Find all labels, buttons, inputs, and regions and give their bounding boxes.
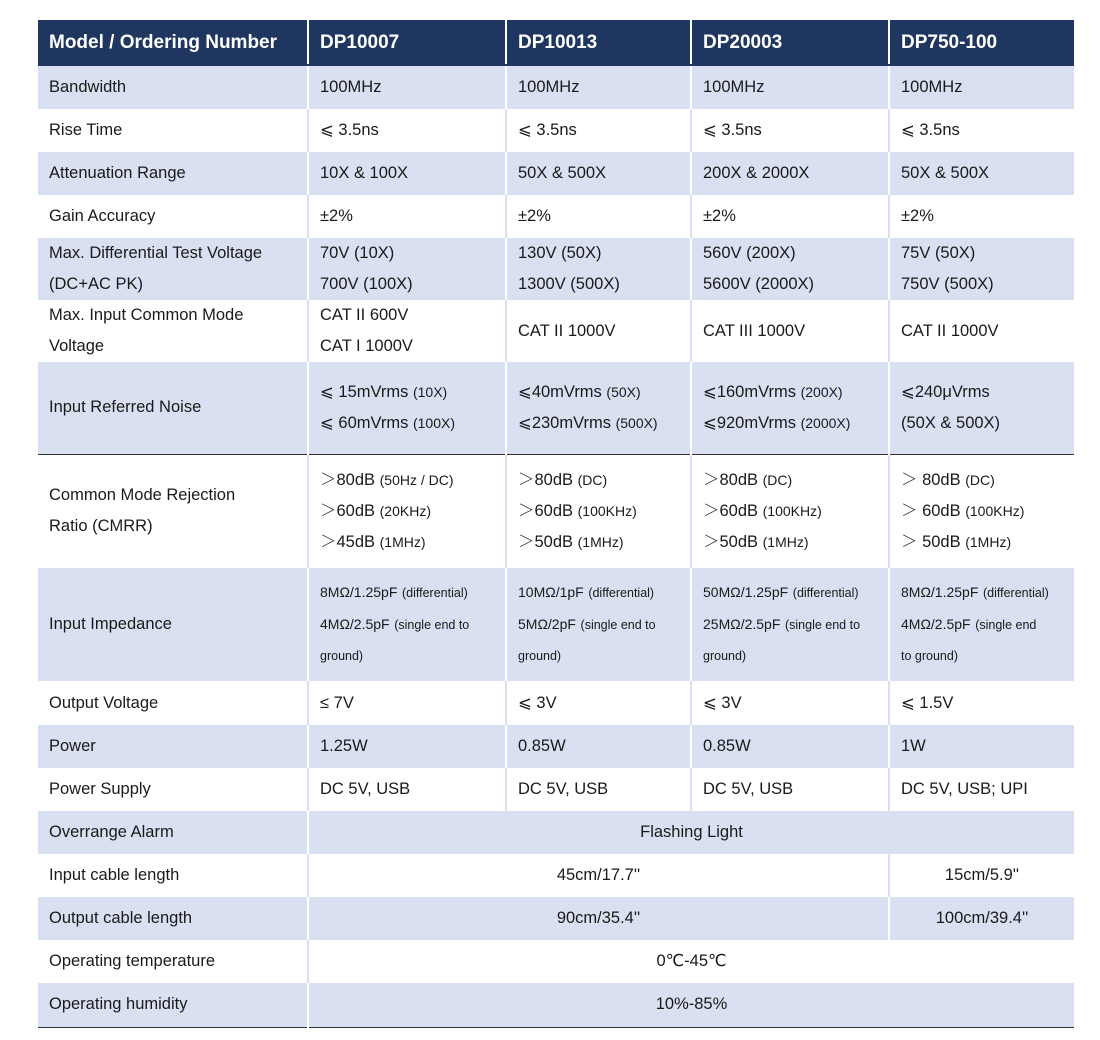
value-note: (single end to — [580, 618, 656, 632]
cell-value: ≤ 7V — [308, 681, 506, 725]
value-line — [901, 465, 1074, 496]
cell-value — [691, 568, 889, 681]
row-label: Power — [38, 725, 308, 768]
value-main: 8MΩ/1.25pF — [320, 584, 398, 600]
value-note: (500X) — [615, 414, 658, 431]
row-label: Power Supply — [38, 768, 308, 811]
cell-value: 0.85W — [506, 725, 691, 768]
cell-value: 200X & 2000X — [691, 152, 889, 195]
cell-value: 0℃-45℃ — [308, 940, 1074, 983]
row-label: Bandwidth — [38, 65, 308, 109]
cell-value: 100MHz — [308, 65, 506, 109]
value-main: ⩽ 15mVrms — [320, 382, 409, 401]
cell-value: CAT III 1000V — [691, 300, 889, 362]
header-label: Model / Ordering Number — [38, 20, 308, 65]
row-label — [38, 300, 308, 362]
value-line: 5600V (2000X) — [703, 275, 814, 293]
value-line — [703, 527, 888, 558]
cell-value: DC 5V, USB — [691, 768, 889, 811]
value-line: 70V (10X) — [320, 244, 395, 262]
cell-value — [889, 568, 1074, 681]
value-line — [320, 377, 505, 408]
cell-value: 100cm/39.4'' — [889, 897, 1074, 940]
model-dp10007: DP10007 — [308, 20, 506, 65]
value-note: (differential) — [401, 586, 468, 600]
row-diff-voltage — [38, 238, 1074, 300]
value-note: (50X) — [606, 383, 641, 400]
value-note: (100X) — [412, 414, 456, 431]
row-operating-temperature — [38, 940, 1074, 983]
value-line — [518, 609, 690, 641]
cell-value: 45cm/17.7'' — [308, 854, 889, 897]
cell-value — [506, 362, 691, 454]
row-label: Input Impedance — [38, 568, 308, 681]
value-line — [703, 465, 888, 496]
value-main: ⩽920mVrms — [703, 413, 796, 432]
value-note: (single end to — [394, 618, 470, 632]
cell-value — [308, 568, 506, 681]
row-label — [38, 454, 308, 568]
row-power — [38, 725, 1074, 768]
value-line — [320, 527, 505, 558]
cell-value: ⩽ 3.5ns — [506, 109, 691, 152]
value-line — [901, 496, 1074, 527]
value-line: 75V (50X) — [901, 244, 976, 262]
value-main: ＞80dB — [703, 470, 759, 489]
value-main: ⩽40mVrms — [518, 382, 602, 401]
row-output-cable — [38, 897, 1074, 940]
value-note: (10X) — [412, 383, 448, 400]
value-line — [518, 577, 690, 609]
value-line — [320, 496, 505, 527]
model-dp10013: DP10013 — [506, 20, 691, 65]
value-line — [518, 527, 690, 558]
cell-value: DC 5V, USB; UPI — [889, 768, 1074, 811]
row-label-line: Common Mode Rejection — [49, 486, 236, 505]
value-main: ＞45dB — [320, 532, 376, 551]
row-label-line: Max. Input Common Mode — [49, 306, 244, 324]
value-main: ⩽160mVrms — [703, 382, 796, 401]
value-line: ground) — [703, 649, 747, 663]
cell-value — [691, 238, 889, 300]
cell-value: ⩽ 1.5V — [889, 681, 1074, 725]
value-main: 50MΩ/1.25pF — [703, 584, 789, 600]
value-main: 25MΩ/2.5pF — [703, 616, 781, 632]
row-label: Overrange Alarm — [38, 811, 308, 854]
value-line — [320, 408, 505, 439]
value-main: 10MΩ/1pF — [518, 584, 584, 600]
cell-value: 10%-85% — [308, 983, 1074, 1027]
value-line: ⩽240μVrms — [901, 382, 990, 401]
cell-value — [889, 238, 1074, 300]
value-line — [518, 408, 690, 439]
value-line: CAT I 1000V — [320, 337, 413, 355]
cell-value: ±2% — [506, 195, 691, 238]
row-overrange-alarm — [38, 811, 1074, 854]
row-common-mode-voltage — [38, 300, 1074, 362]
cell-value: ⩽ 3.5ns — [691, 109, 889, 152]
value-line: ground) — [518, 649, 562, 663]
value-main: ＞50dB — [518, 532, 574, 551]
cell-value: ±2% — [308, 195, 506, 238]
value-main: 4MΩ/2.5pF — [320, 616, 390, 632]
value-note: (single end to — [784, 618, 861, 632]
value-main: ＞ 80dB — [901, 470, 961, 489]
row-label: Rise Time — [38, 109, 308, 152]
value-main: 5MΩ/2pF — [518, 616, 576, 632]
value-note: (1MHz) — [965, 533, 1012, 550]
cell-value: 1.25W — [308, 725, 506, 768]
row-label: Output cable length — [38, 897, 308, 940]
cell-value: 1W — [889, 725, 1074, 768]
spec-table — [38, 20, 1074, 1028]
row-rise-time — [38, 109, 1074, 152]
row-input-cable — [38, 854, 1074, 897]
row-label: Operating temperature — [38, 940, 308, 983]
value-line: 560V (200X) — [703, 244, 796, 262]
value-line — [518, 496, 690, 527]
value-main: ＞50dB — [703, 532, 759, 551]
row-noise — [38, 362, 1074, 454]
value-note: (20KHz) — [379, 502, 431, 519]
cell-value: DC 5V, USB — [308, 768, 506, 811]
value-note: (50Hz / DC) — [379, 471, 454, 488]
value-line — [703, 577, 888, 609]
row-label: Input Referred Noise — [38, 362, 308, 454]
row-bandwidth — [38, 65, 1074, 109]
value-main: 4MΩ/2.5pF — [901, 616, 971, 632]
value-note: (DC) — [762, 471, 793, 488]
cell-value — [691, 362, 889, 454]
row-power-supply — [38, 768, 1074, 811]
value-main: ⩽230mVrms — [518, 413, 611, 432]
value-note: (1MHz) — [379, 533, 426, 550]
cell-value: 90cm/35.4'' — [308, 897, 889, 940]
cell-value — [308, 238, 506, 300]
value-line: 1300V (500X) — [518, 275, 620, 293]
cell-value: ⩽ 3.5ns — [308, 109, 506, 152]
row-label-line: Ratio (CMRR) — [49, 517, 153, 536]
row-label-line: Max. Differential Test Voltage — [49, 244, 263, 262]
cell-value: 100MHz — [889, 65, 1074, 109]
value-line — [703, 609, 888, 641]
value-line — [703, 496, 888, 527]
value-note: (200X) — [800, 383, 843, 400]
value-main: ⩽ 60mVrms — [320, 413, 409, 432]
row-operating-humidity — [38, 983, 1074, 1027]
row-label: Input cable length — [38, 854, 308, 897]
row-label — [38, 238, 308, 300]
value-note: (differential) — [588, 586, 655, 600]
row-label: Attenuation Range — [38, 152, 308, 195]
cell-value: ±2% — [889, 195, 1074, 238]
value-line — [901, 527, 1074, 558]
value-main: ＞80dB — [518, 470, 574, 489]
cell-value: DC 5V, USB — [506, 768, 691, 811]
value-line — [518, 377, 690, 408]
cell-value — [889, 362, 1074, 454]
cell-value: CAT II 1000V — [506, 300, 691, 362]
value-line: 700V (100X) — [320, 275, 413, 293]
value-main: ＞60dB — [703, 501, 759, 520]
value-line: to ground) — [901, 649, 958, 663]
row-label-line: Voltage — [49, 337, 105, 355]
value-note: (100KHz) — [577, 502, 637, 519]
cell-value: ⩽ 3.5ns — [889, 109, 1074, 152]
cell-value: ⩽ 3V — [506, 681, 691, 725]
value-main: 8MΩ/1.25pF — [901, 584, 979, 600]
row-output-voltage — [38, 681, 1074, 725]
header-row — [38, 20, 1074, 65]
cell-value — [308, 454, 506, 568]
cell-value: CAT II 1000V — [889, 300, 1074, 362]
value-main: ＞60dB — [320, 501, 376, 520]
row-attenuation — [38, 152, 1074, 195]
value-line — [703, 408, 888, 439]
value-line — [320, 577, 505, 609]
row-label: Gain Accuracy — [38, 195, 308, 238]
cell-value — [308, 300, 506, 362]
cell-value: Flashing Light — [308, 811, 1074, 854]
row-impedance — [38, 568, 1074, 681]
value-note: (1MHz) — [577, 533, 624, 550]
value-line: (50X & 500X) — [901, 413, 1001, 432]
value-line — [518, 465, 690, 496]
cell-value: 15cm/5.9'' — [889, 854, 1074, 897]
value-line — [320, 609, 505, 641]
value-note: (100KHz) — [965, 502, 1025, 519]
value-line: 130V (50X) — [518, 244, 602, 262]
value-line — [320, 465, 505, 496]
cell-value — [506, 454, 691, 568]
value-main: ＞ 50dB — [901, 532, 961, 551]
cell-value: ⩽ 3V — [691, 681, 889, 725]
value-main: ＞60dB — [518, 501, 574, 520]
cell-value: 50X & 500X — [889, 152, 1074, 195]
row-label: Operating humidity — [38, 983, 308, 1027]
value-note: (differential) — [792, 586, 859, 600]
value-note: (differential) — [982, 586, 1049, 600]
value-line: ground) — [320, 649, 364, 663]
value-line — [703, 377, 888, 408]
value-note: (100KHz) — [762, 502, 822, 519]
cell-value: ±2% — [691, 195, 889, 238]
value-line — [901, 609, 1074, 641]
row-gain-accuracy — [38, 195, 1074, 238]
value-note: (DC) — [577, 471, 608, 488]
value-note: (1MHz) — [762, 533, 809, 550]
cell-value: 10X & 100X — [308, 152, 506, 195]
value-note: (single end — [975, 618, 1037, 632]
value-main: ＞80dB — [320, 470, 376, 489]
value-note: (DC) — [965, 471, 995, 488]
cell-value — [506, 568, 691, 681]
cell-value — [691, 454, 889, 568]
model-dp750-100: DP750-100 — [889, 20, 1074, 65]
value-note: (2000X) — [800, 414, 851, 431]
value-main: ＞ 60dB — [901, 501, 961, 520]
cell-value: 0.85W — [691, 725, 889, 768]
value-line: 750V (500X) — [901, 275, 994, 293]
cell-value: 50X & 500X — [506, 152, 691, 195]
cell-value — [889, 454, 1074, 568]
cell-value: 100MHz — [506, 65, 691, 109]
cell-value — [308, 362, 506, 454]
model-dp20003: DP20003 — [691, 20, 889, 65]
row-label: Output Voltage — [38, 681, 308, 725]
row-label-line: (DC+AC PK) — [49, 275, 143, 293]
row-cmrr — [38, 454, 1074, 568]
cell-value: 100MHz — [691, 65, 889, 109]
value-line — [901, 577, 1074, 609]
cell-value — [506, 238, 691, 300]
value-line: CAT II 600V — [320, 306, 409, 324]
